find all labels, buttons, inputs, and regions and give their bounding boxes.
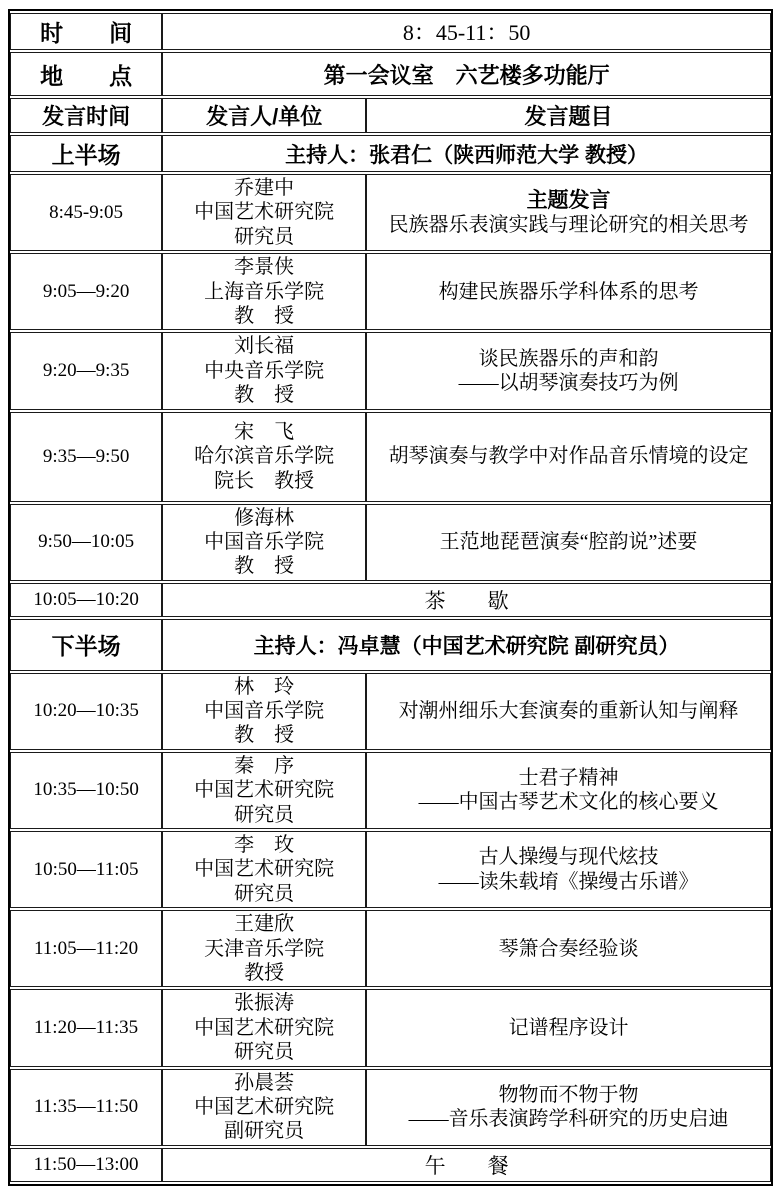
- break-row: [10, 1148, 771, 1182]
- speaker-line: 研究员: [234, 225, 295, 248]
- speaker-cell: [162, 174, 366, 251]
- topic-line: 民族器乐表演实践与理论研究的相关思考: [388, 214, 749, 237]
- speaker-line: 刘长福: [234, 335, 295, 358]
- speaker-line: 教 授: [234, 724, 295, 747]
- break-time: 11:50—13:00: [10, 1148, 162, 1182]
- speaker-cell: [162, 504, 366, 581]
- speaker-line: 中国艺术研究院: [194, 779, 335, 802]
- talk-row: [10, 412, 771, 502]
- section-label: 下半场: [10, 619, 162, 671]
- speaker-line: 教 授: [234, 304, 295, 327]
- speaker-line: 天津音乐学院: [204, 937, 325, 960]
- topic-line: 王范地琵琶演奏“腔韵说”述要: [439, 530, 698, 553]
- speaker-line: 宋 飞: [234, 420, 295, 443]
- topic-cell: [366, 910, 771, 987]
- topic-line: ——音乐表演跨学科研究的历史启迪: [408, 1108, 729, 1131]
- speaker-line: 教 授: [234, 555, 295, 578]
- talk-time: 9:35—9:50: [10, 412, 162, 502]
- talk-row: [10, 332, 771, 409]
- topic-cell: [366, 504, 771, 581]
- speaker-line: 教授: [244, 961, 285, 984]
- break-time: 10:05—10:20: [10, 583, 162, 617]
- topic-line: 谈民族器乐的声和韵: [478, 347, 659, 370]
- speaker-line: 教 授: [234, 384, 295, 407]
- speaker-line: 修海林: [234, 506, 295, 529]
- speaker-line: 李 玫: [234, 834, 295, 857]
- talk-row: [10, 504, 771, 581]
- topic-cell: [366, 412, 771, 502]
- speaker-line: 王建欣: [234, 913, 295, 936]
- topic-line: 对潮州细乐大套演奏的重新认知与阐释: [398, 700, 739, 723]
- speaker-cell: [162, 831, 366, 908]
- talk-time: 11:05—11:20: [10, 910, 162, 987]
- moderator-label: 主持人：张君仁（陕西师范大学 教授）: [162, 135, 771, 172]
- talk-row: [10, 831, 771, 908]
- speaker-line: 李景侠: [234, 256, 295, 279]
- speaker-line: 乔建中: [234, 177, 295, 199]
- topic-cell: [366, 253, 771, 330]
- talk-time: 11:20—11:35: [10, 989, 162, 1066]
- header-row: [10, 98, 771, 133]
- topic-cell: [366, 174, 771, 251]
- topic-cell: [366, 332, 771, 409]
- speaker-line: 上海音乐学院: [204, 280, 325, 303]
- talk-row: [10, 989, 771, 1066]
- speaker-cell: [162, 412, 366, 502]
- speaker-line: 哈尔滨音乐学院: [194, 445, 335, 468]
- talk-row: [10, 253, 771, 330]
- speaker-line: 林 玲: [234, 675, 295, 698]
- info-value: 8：45-11：50: [162, 13, 771, 50]
- speaker-cell: [162, 253, 366, 330]
- talk-row: [10, 174, 771, 251]
- topic-line: 构建民族器乐学科体系的思考: [438, 280, 699, 303]
- speaker-cell: [162, 332, 366, 409]
- info-value: 第一会议室 六艺楼多功能厅: [162, 52, 771, 96]
- talk-time: 10:35—10:50: [10, 752, 162, 829]
- speaker-cell: [162, 1069, 366, 1146]
- break-row: [10, 583, 771, 617]
- topic-cell: [366, 831, 771, 908]
- break-label: 茶 歇: [162, 583, 771, 617]
- speaker-cell: [162, 910, 366, 987]
- topic-line: 胡琴演奏与教学中对作品音乐情境的设定: [388, 445, 749, 468]
- info-row: [10, 13, 771, 50]
- speaker-line: 中国艺术研究院: [194, 858, 335, 881]
- speaker-line: 研究员: [234, 803, 295, 826]
- speaker-line: 中国音乐学院: [204, 700, 325, 723]
- talk-time: 9:05—9:20: [10, 253, 162, 330]
- talk-time: 9:50—10:05: [10, 504, 162, 581]
- schedule-body: [10, 13, 771, 1182]
- speaker-line: 研究员: [234, 882, 295, 905]
- topic-cell: [366, 673, 771, 750]
- talk-time: 10:50—11:05: [10, 831, 162, 908]
- topic-cell: [366, 752, 771, 829]
- column-header-topic: 发言题目: [366, 98, 771, 133]
- info-label: 地 点: [10, 52, 162, 96]
- info-label: 时 间: [10, 13, 162, 50]
- speaker-line: 中国艺术研究院: [194, 201, 335, 224]
- topic-cell: [366, 1069, 771, 1146]
- topic-line: ——中国古琴艺术文化的核心要义: [418, 791, 719, 814]
- speaker-line: 院长 教授: [214, 469, 315, 492]
- info-row: [10, 52, 771, 96]
- topic-line: ——以胡琴演奏技巧为例: [458, 371, 679, 394]
- speaker-line: 中国音乐学院: [204, 530, 325, 553]
- column-header-time: 发言时间: [10, 98, 162, 133]
- speaker-line: 中国艺术研究院: [194, 1016, 335, 1039]
- topic-line: 士君子精神: [518, 767, 619, 790]
- speaker-cell: [162, 989, 366, 1066]
- speaker-line: 中央音乐学院: [204, 359, 325, 382]
- topic-cell: [366, 989, 771, 1066]
- speaker-line: 研究员: [234, 1041, 295, 1064]
- talk-row: [10, 910, 771, 987]
- topic-line: 物物而不物于物: [498, 1083, 639, 1106]
- section-label: 上半场: [10, 135, 162, 172]
- moderator-label: 主持人：冯卓慧（中国艺术研究院 副研究员）: [162, 619, 771, 671]
- column-header-speaker: 发言人/单位: [162, 98, 366, 133]
- break-label: 午 餐: [162, 1148, 771, 1182]
- topic-line: 主题发言: [526, 188, 611, 212]
- topic-line: 记谱程序设计: [508, 1016, 629, 1039]
- speaker-line: 孙晨荟: [234, 1071, 295, 1094]
- section-row: [10, 135, 771, 172]
- schedule-table: [8, 9, 773, 1186]
- talk-time: 10:20—10:35: [10, 673, 162, 750]
- talk-time: 11:35—11:50: [10, 1069, 162, 1146]
- topic-line: ——读朱载堉《操缦古乐谱》: [438, 870, 699, 893]
- talk-time: 8:45-9:05: [10, 174, 162, 251]
- talk-row: [10, 1069, 771, 1146]
- topic-line: 古人操缦与现代炫技: [478, 846, 659, 869]
- speaker-line: 张振涛: [234, 992, 295, 1015]
- talk-row: [10, 673, 771, 750]
- talk-time: 9:20—9:35: [10, 332, 162, 409]
- speaker-cell: [162, 752, 366, 829]
- speaker-cell: [162, 673, 366, 750]
- speaker-line: 中国艺术研究院: [194, 1095, 335, 1118]
- speaker-line: 副研究员: [224, 1120, 305, 1143]
- section-row: [10, 619, 771, 671]
- topic-line: 琴箫合奏经验谈: [498, 937, 639, 960]
- talk-row: [10, 752, 771, 829]
- speaker-line: 秦 序: [234, 754, 295, 777]
